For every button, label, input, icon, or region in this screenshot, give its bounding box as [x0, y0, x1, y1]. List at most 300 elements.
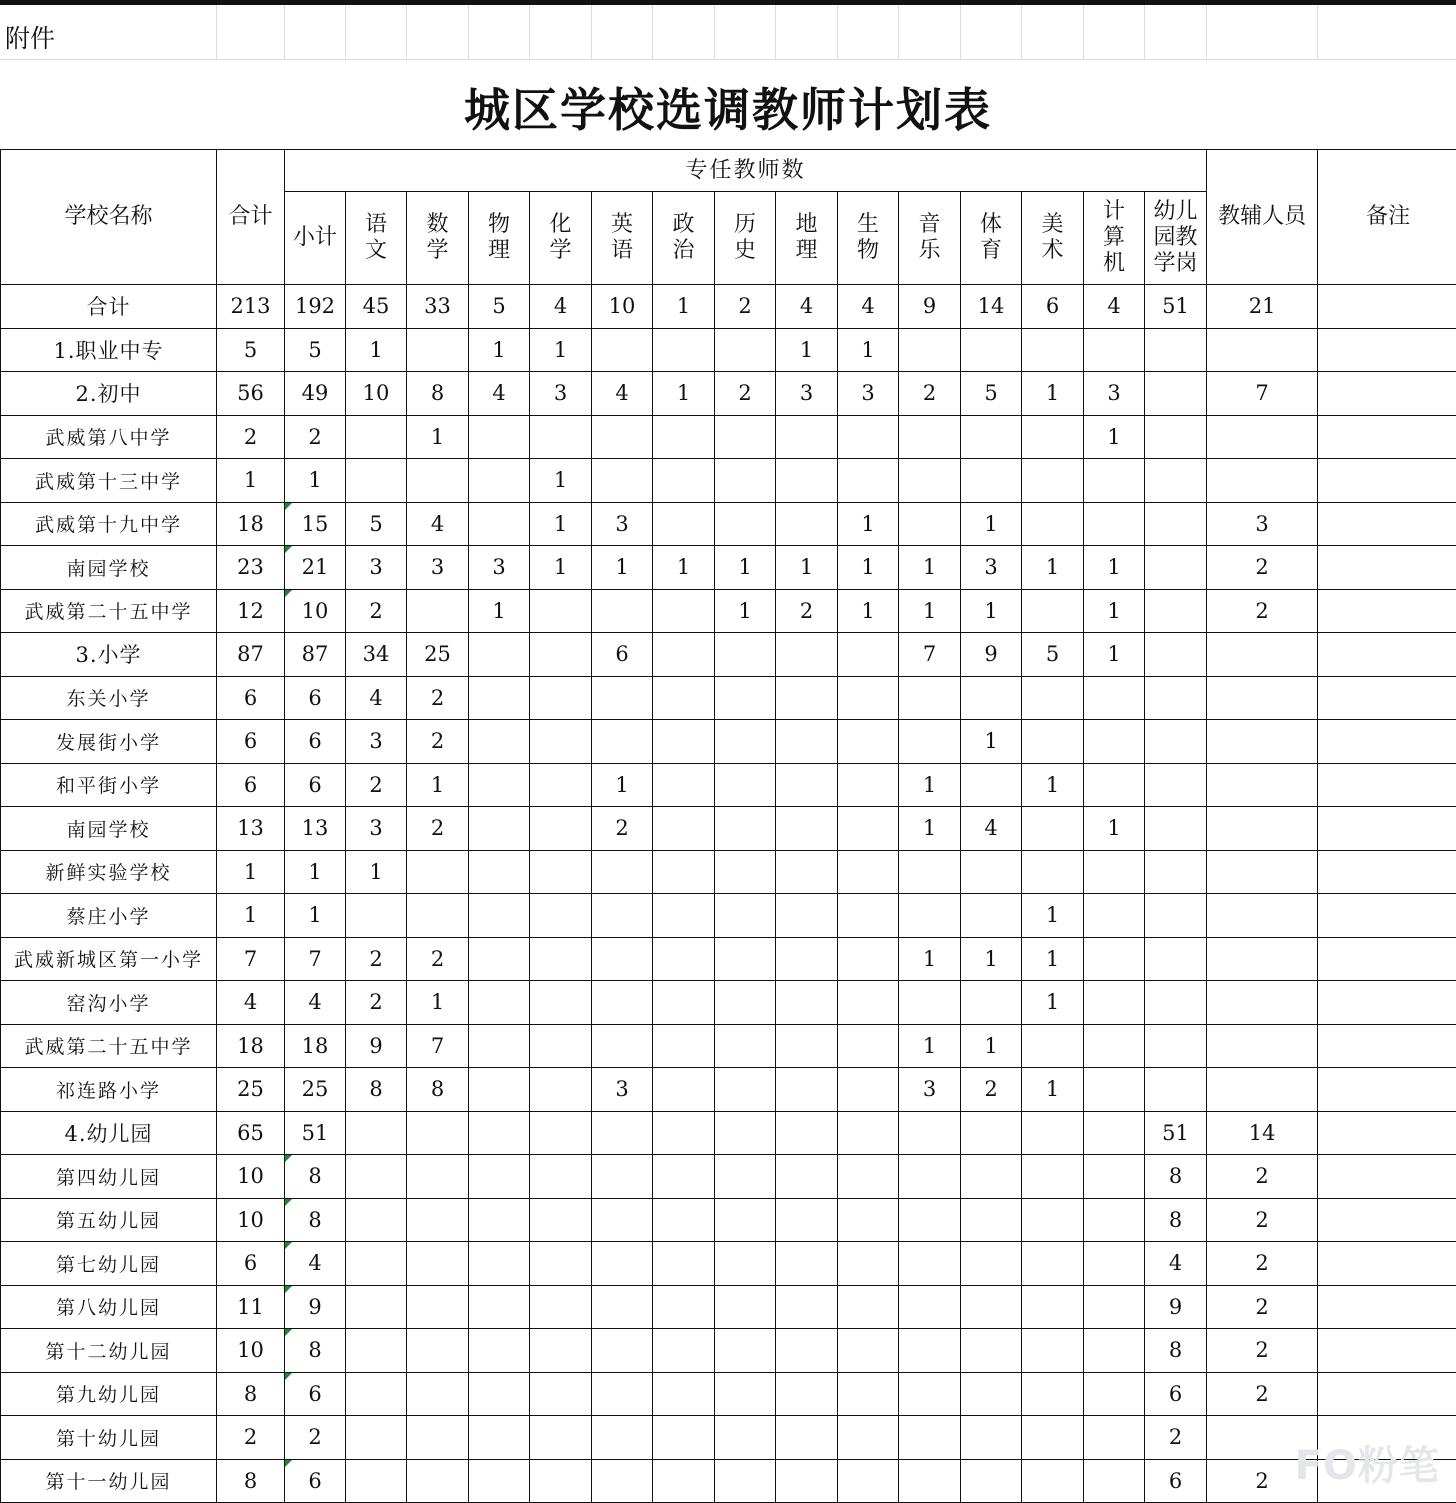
- gridline: [652, 5, 653, 60]
- subject-count-cell: [1022, 459, 1084, 503]
- table-row: [1, 763, 1456, 807]
- subtotal-cell: 15: [285, 502, 346, 546]
- subject-count-cell: [838, 1285, 899, 1329]
- subject-count-cell: [715, 676, 776, 720]
- subject-count-cell: [530, 1068, 592, 1112]
- subject-count-cell: [715, 1198, 776, 1242]
- subject-count-cell: [653, 981, 715, 1025]
- subtotal-cell: 1: [285, 894, 346, 938]
- subject-count-cell: [592, 720, 653, 764]
- subject-count-cell: 1: [961, 589, 1022, 633]
- subject-count-cell: 10: [592, 285, 653, 329]
- subject-count-cell: 5: [961, 372, 1022, 416]
- subject-count-cell: [346, 1416, 407, 1460]
- subject-count-cell: 3: [346, 807, 407, 851]
- subject-count-cell: [961, 328, 1022, 372]
- subtotal-cell: 6: [285, 720, 346, 764]
- subject-count-cell: [592, 589, 653, 633]
- subject-count-cell: 1: [776, 546, 838, 590]
- school-name-cell: 第七幼儿园: [1, 1242, 217, 1286]
- table-row: [1, 372, 1456, 416]
- support-staff-cell: [1207, 937, 1318, 981]
- total-cell: 10: [217, 1198, 285, 1242]
- subject-count-cell: [715, 850, 776, 894]
- header-teachers-group: 专任教师数: [285, 150, 1207, 192]
- total-cell: 4: [217, 981, 285, 1025]
- subject-count-cell: [592, 676, 653, 720]
- subject-count-cell: 1: [899, 763, 961, 807]
- subject-count-cell: [592, 1111, 653, 1155]
- school-name-cell: 蔡庄小学: [1, 894, 217, 938]
- subject-count-cell: 1: [1084, 415, 1145, 459]
- subject-count-cell: [776, 1024, 838, 1068]
- subject-count-cell: [838, 1372, 899, 1416]
- school-name-cell: 武威第八中学: [1, 415, 217, 459]
- subject-count-cell: [715, 894, 776, 938]
- subject-count-cell: [776, 894, 838, 938]
- subject-count-cell: 3: [961, 546, 1022, 590]
- school-name-cell: 第八幼儿园: [1, 1285, 217, 1329]
- subject-count-cell: [653, 937, 715, 981]
- support-staff-cell: 2: [1207, 1198, 1318, 1242]
- subject-count-cell: 7: [407, 1024, 469, 1068]
- gridline: [529, 5, 530, 60]
- total-cell: 25: [217, 1068, 285, 1112]
- subject-count-cell: 4: [838, 285, 899, 329]
- page-title: 城区学校选调教师计划表: [0, 74, 1456, 140]
- subject-count-cell: [407, 1285, 469, 1329]
- table-row: [1, 1068, 1456, 1112]
- subject-count-cell: [469, 633, 530, 677]
- subject-count-cell: [776, 763, 838, 807]
- support-staff-cell: 2: [1207, 546, 1318, 590]
- subject-count-cell: [592, 1416, 653, 1460]
- subject-count-cell: [838, 459, 899, 503]
- subject-count-cell: [469, 763, 530, 807]
- subject-count-cell: [715, 633, 776, 677]
- school-name-cell: 武威新城区第一小学: [1, 937, 217, 981]
- subject-count-cell: [961, 459, 1022, 503]
- support-staff-cell: [1207, 676, 1318, 720]
- remarks-cell: [1318, 763, 1456, 807]
- support-staff-cell: 3: [1207, 502, 1318, 546]
- subject-count-cell: [346, 415, 407, 459]
- subject-count-cell: 1: [899, 807, 961, 851]
- table-body: [1, 285, 1456, 1503]
- support-staff-cell: 7: [1207, 372, 1318, 416]
- subject-count-cell: [346, 1155, 407, 1199]
- school-name-cell: 武威第十三中学: [1, 459, 217, 503]
- subject-count-cell: 1: [1022, 546, 1084, 590]
- support-staff-cell: 2: [1207, 1155, 1318, 1199]
- subject-count-cell: [592, 981, 653, 1025]
- subject-count-cell: 4: [530, 285, 592, 329]
- gridline: [284, 5, 285, 60]
- subject-count-cell: [592, 459, 653, 503]
- subject-count-cell: [1084, 1329, 1145, 1373]
- subject-count-cell: 51: [1145, 1111, 1207, 1155]
- school-name-cell: 南园学校: [1, 546, 217, 590]
- subject-count-cell: 1: [1022, 981, 1084, 1025]
- subject-count-cell: [592, 1329, 653, 1373]
- subtotal-cell: 1: [285, 850, 346, 894]
- subject-count-cell: [838, 763, 899, 807]
- subject-count-cell: [1084, 720, 1145, 764]
- subject-count-cell: 1: [407, 415, 469, 459]
- subject-count-cell: 1: [899, 589, 961, 633]
- subject-count-cell: [346, 1459, 407, 1503]
- subject-count-cell: [653, 1242, 715, 1286]
- subject-count-cell: [899, 676, 961, 720]
- subject-count-cell: [776, 1242, 838, 1286]
- subject-count-cell: [838, 633, 899, 677]
- subject-count-cell: 4: [1084, 285, 1145, 329]
- subject-count-cell: 1: [1022, 937, 1084, 981]
- subject-count-cell: [961, 763, 1022, 807]
- subject-count-cell: [1145, 1024, 1207, 1068]
- subject-count-cell: 1: [407, 981, 469, 1025]
- table-row: [1, 1329, 1456, 1373]
- subject-count-cell: 1: [899, 1024, 961, 1068]
- subject-count-cell: [838, 1198, 899, 1242]
- table-row: [1, 415, 1456, 459]
- table-row: [1, 589, 1456, 633]
- subject-count-cell: [1084, 1372, 1145, 1416]
- table-row: [1, 981, 1456, 1025]
- school-name-cell: 第十幼儿园: [1, 1416, 217, 1460]
- subject-count-cell: [653, 1285, 715, 1329]
- subject-count-cell: 4: [469, 372, 530, 416]
- subject-count-cell: 1: [530, 459, 592, 503]
- subject-count-cell: [530, 633, 592, 677]
- subject-count-cell: [1145, 328, 1207, 372]
- subtotal-cell: 13: [285, 807, 346, 851]
- subject-count-cell: [1145, 807, 1207, 851]
- subject-count-cell: [961, 1242, 1022, 1286]
- subject-count-cell: [469, 850, 530, 894]
- subject-count-cell: 9: [1145, 1285, 1207, 1329]
- subject-count-cell: 3: [407, 546, 469, 590]
- total-cell: 8: [217, 1372, 285, 1416]
- watermark: FO粉笔: [1295, 1434, 1440, 1491]
- subject-count-cell: [1084, 1416, 1145, 1460]
- subject-count-cell: [838, 1155, 899, 1199]
- subject-count-cell: 2: [407, 676, 469, 720]
- subject-count-cell: [407, 1329, 469, 1373]
- subject-count-cell: [961, 894, 1022, 938]
- subject-count-cell: [1145, 763, 1207, 807]
- category-name-cell: 1.职业中专: [1, 328, 217, 372]
- subject-count-cell: [961, 676, 1022, 720]
- subject-count-cell: [1145, 502, 1207, 546]
- header-subject: 体育: [961, 192, 1022, 285]
- table-row: [1, 1242, 1456, 1286]
- subject-count-cell: [469, 937, 530, 981]
- subject-count-cell: [1145, 937, 1207, 981]
- subject-count-cell: 1: [530, 328, 592, 372]
- school-name-cell: 武威第十九中学: [1, 502, 217, 546]
- gridline: [1083, 5, 1084, 60]
- table-row: [1, 807, 1456, 851]
- subject-count-cell: [653, 1155, 715, 1199]
- teacher-plan-table: [0, 149, 1456, 1503]
- table-row: [1, 1155, 1456, 1199]
- header-subject: 幼儿园教学岗: [1145, 192, 1207, 285]
- total-cell: 1: [217, 850, 285, 894]
- subject-count-cell: [715, 720, 776, 764]
- subject-count-cell: 9: [346, 1024, 407, 1068]
- subject-count-cell: [407, 328, 469, 372]
- subject-count-cell: [776, 981, 838, 1025]
- subject-count-cell: [961, 1372, 1022, 1416]
- table-row: [1, 1416, 1456, 1460]
- remarks-cell: [1318, 589, 1456, 633]
- subject-count-cell: [1084, 1155, 1145, 1199]
- subject-count-cell: [1145, 850, 1207, 894]
- subject-count-cell: 8: [1145, 1198, 1207, 1242]
- remarks-cell: [1318, 1111, 1456, 1155]
- subject-count-cell: [653, 807, 715, 851]
- subject-count-cell: [961, 1155, 1022, 1199]
- header-subject: 政治: [653, 192, 715, 285]
- header-subject: 音乐: [899, 192, 961, 285]
- subject-count-cell: 2: [346, 937, 407, 981]
- subject-count-cell: 1: [653, 372, 715, 416]
- subject-count-cell: [653, 676, 715, 720]
- subject-count-cell: 51: [1145, 285, 1207, 329]
- subject-count-cell: [899, 1459, 961, 1503]
- subject-count-cell: [899, 1155, 961, 1199]
- table-row: [1, 1198, 1456, 1242]
- subject-count-cell: 2: [346, 763, 407, 807]
- total-cell: 1: [217, 459, 285, 503]
- subject-count-cell: [407, 589, 469, 633]
- subtotal-cell: 4: [285, 981, 346, 1025]
- subtotal-cell: 49: [285, 372, 346, 416]
- school-name-cell: 发展街小学: [1, 720, 217, 764]
- total-cell: 6: [217, 676, 285, 720]
- subject-count-cell: [776, 1285, 838, 1329]
- subject-count-cell: 1: [469, 589, 530, 633]
- subject-count-cell: [899, 502, 961, 546]
- subject-count-cell: [346, 1372, 407, 1416]
- remarks-cell: [1318, 415, 1456, 459]
- subject-count-cell: [1022, 1155, 1084, 1199]
- table-row: [1, 459, 1456, 503]
- header-subtotal: 小计: [285, 192, 346, 285]
- subject-count-cell: 8: [407, 372, 469, 416]
- subject-count-cell: 6: [592, 633, 653, 677]
- subject-count-cell: [530, 1024, 592, 1068]
- subject-count-cell: [776, 633, 838, 677]
- subject-count-cell: [715, 502, 776, 546]
- subject-count-cell: [776, 676, 838, 720]
- header-support-staff: 教辅人员: [1207, 150, 1318, 285]
- subject-count-cell: 45: [346, 285, 407, 329]
- subject-count-cell: 1: [715, 589, 776, 633]
- subject-count-cell: [469, 1416, 530, 1460]
- subject-count-cell: 1: [776, 328, 838, 372]
- subject-count-cell: 3: [1084, 372, 1145, 416]
- subject-count-cell: [653, 1459, 715, 1503]
- subtotal-cell: 192: [285, 285, 346, 329]
- subject-count-cell: [1022, 1198, 1084, 1242]
- table-row: [1, 1024, 1456, 1068]
- subject-count-cell: [1022, 415, 1084, 459]
- subject-count-cell: [715, 1111, 776, 1155]
- subject-count-cell: [469, 459, 530, 503]
- subject-count-cell: [469, 502, 530, 546]
- subject-count-cell: [407, 1198, 469, 1242]
- remarks-cell: [1318, 894, 1456, 938]
- subtotal-cell: 8: [285, 1198, 346, 1242]
- subject-count-cell: 2: [592, 807, 653, 851]
- remarks-cell: [1318, 807, 1456, 851]
- support-staff-cell: 2: [1207, 1372, 1318, 1416]
- remarks-cell: [1318, 459, 1456, 503]
- subject-count-cell: [715, 415, 776, 459]
- subject-count-cell: [653, 459, 715, 503]
- remarks-cell: [1318, 1155, 1456, 1199]
- remarks-cell: [1318, 850, 1456, 894]
- subject-count-cell: [1022, 1024, 1084, 1068]
- subject-count-cell: [838, 720, 899, 764]
- table-row: [1, 1285, 1456, 1329]
- gridline: [898, 5, 899, 60]
- subject-count-cell: [592, 1242, 653, 1286]
- subject-count-cell: [530, 850, 592, 894]
- total-cell: 10: [217, 1329, 285, 1373]
- subject-count-cell: [1084, 850, 1145, 894]
- subtotal-cell: 6: [285, 1459, 346, 1503]
- subject-count-cell: [346, 1198, 407, 1242]
- subject-count-cell: [346, 1242, 407, 1286]
- subject-count-cell: [961, 415, 1022, 459]
- header-remarks: 备注: [1318, 150, 1456, 285]
- subject-count-cell: [653, 1068, 715, 1112]
- subject-count-cell: [407, 1155, 469, 1199]
- subject-count-cell: [1022, 676, 1084, 720]
- subtotal-cell: 1: [285, 459, 346, 503]
- header-subject: 化学: [530, 192, 592, 285]
- subject-count-cell: [776, 502, 838, 546]
- subject-count-cell: [776, 459, 838, 503]
- gridline: [591, 5, 592, 60]
- subject-count-cell: 2: [407, 937, 469, 981]
- subject-count-cell: [715, 1285, 776, 1329]
- total-cell: 1: [217, 894, 285, 938]
- subject-count-cell: [776, 1329, 838, 1373]
- subject-count-cell: 33: [407, 285, 469, 329]
- subject-count-cell: [776, 720, 838, 764]
- subject-count-cell: [469, 1242, 530, 1286]
- subject-count-cell: 1: [838, 328, 899, 372]
- subtotal-cell: 6: [285, 1372, 346, 1416]
- subject-count-cell: [653, 850, 715, 894]
- subject-count-cell: [346, 894, 407, 938]
- subject-count-cell: [715, 1242, 776, 1286]
- subject-count-cell: 1: [407, 763, 469, 807]
- subtotal-cell: 21: [285, 546, 346, 590]
- remarks-cell: [1318, 1068, 1456, 1112]
- subject-count-cell: [1022, 502, 1084, 546]
- subject-count-cell: [1145, 633, 1207, 677]
- support-staff-cell: 2: [1207, 1285, 1318, 1329]
- subject-count-cell: 2: [407, 720, 469, 764]
- subject-count-cell: [715, 1329, 776, 1373]
- subject-count-cell: [530, 1459, 592, 1503]
- subject-count-cell: 8: [407, 1068, 469, 1112]
- subject-count-cell: 1: [1084, 589, 1145, 633]
- subtotal-cell: 10: [285, 589, 346, 633]
- gridline: [406, 5, 407, 60]
- subject-count-cell: 1: [592, 763, 653, 807]
- subject-count-cell: [899, 1329, 961, 1373]
- subject-count-cell: [776, 1459, 838, 1503]
- subject-count-cell: 1: [961, 720, 1022, 764]
- category-name-cell: 合计: [1, 285, 217, 329]
- subject-count-cell: [592, 415, 653, 459]
- subject-count-cell: [1084, 937, 1145, 981]
- total-cell: 2: [217, 1416, 285, 1460]
- subject-count-cell: [899, 894, 961, 938]
- school-name-cell: 武威第二十五中学: [1, 589, 217, 633]
- subject-count-cell: [653, 1416, 715, 1460]
- subject-count-cell: [653, 1198, 715, 1242]
- subject-count-cell: [776, 1416, 838, 1460]
- support-staff-cell: 14: [1207, 1111, 1318, 1155]
- subject-count-cell: [653, 502, 715, 546]
- subject-count-cell: [530, 1285, 592, 1329]
- subject-count-cell: [1145, 720, 1207, 764]
- subject-count-cell: [899, 850, 961, 894]
- subtotal-cell: 4: [285, 1242, 346, 1286]
- support-staff-cell: [1207, 763, 1318, 807]
- support-staff-cell: [1207, 1068, 1318, 1112]
- subject-count-cell: [961, 1111, 1022, 1155]
- table-row: [1, 285, 1456, 329]
- subject-count-cell: [838, 415, 899, 459]
- subject-count-cell: 5: [469, 285, 530, 329]
- subject-count-cell: [1022, 1416, 1084, 1460]
- school-name-cell: 第九幼儿园: [1, 1372, 217, 1416]
- school-name-cell: 新鲜实验学校: [1, 850, 217, 894]
- subject-count-cell: 3: [838, 372, 899, 416]
- header-subject: 物理: [469, 192, 530, 285]
- subject-count-cell: 7: [899, 633, 961, 677]
- subject-count-cell: [1145, 894, 1207, 938]
- subject-count-cell: 1: [1022, 763, 1084, 807]
- gridline: [216, 5, 217, 60]
- support-staff-cell: [1207, 328, 1318, 372]
- subject-count-cell: 4: [1145, 1242, 1207, 1286]
- subject-count-cell: [838, 1242, 899, 1286]
- attachment-row: [0, 5, 1456, 60]
- subject-count-cell: [1022, 1285, 1084, 1329]
- subject-count-cell: [838, 850, 899, 894]
- subtotal-cell: 9: [285, 1285, 346, 1329]
- school-name-cell: 武威第二十五中学: [1, 1024, 217, 1068]
- header-subject: 生物: [838, 192, 899, 285]
- subject-count-cell: [530, 1329, 592, 1373]
- subject-count-cell: [469, 1024, 530, 1068]
- subject-count-cell: 10: [346, 372, 407, 416]
- subject-count-cell: [469, 1285, 530, 1329]
- subject-count-cell: [592, 894, 653, 938]
- header-total: 合计: [217, 150, 285, 285]
- subject-count-cell: [1145, 676, 1207, 720]
- school-name-cell: 东关小学: [1, 676, 217, 720]
